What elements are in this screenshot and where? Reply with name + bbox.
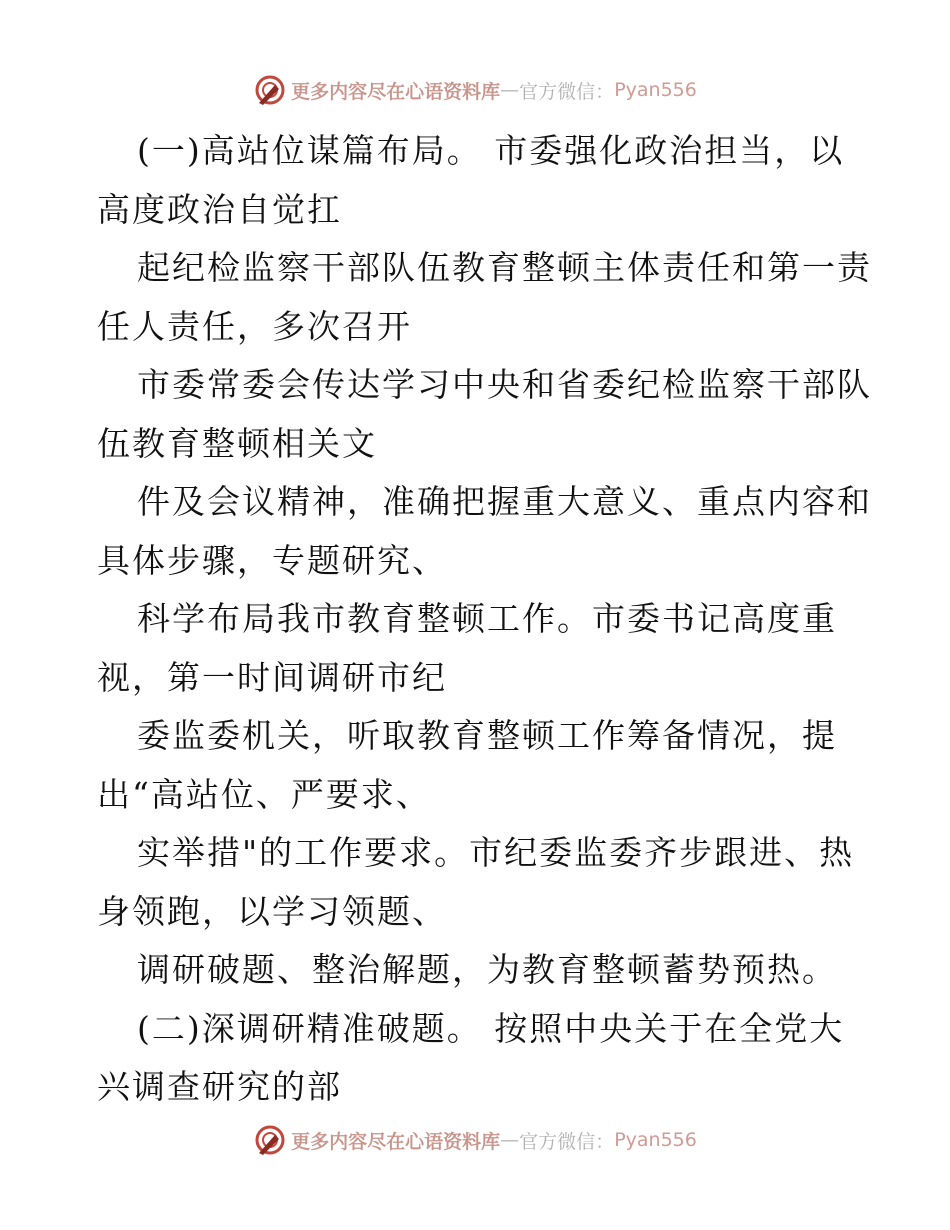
watermark-dash: —: [500, 79, 520, 101]
watermark-dash: —: [500, 1129, 520, 1151]
watermark-official: 官方微信：: [519, 1130, 615, 1153]
watermark-brand: 更多内容尽在心语资料库: [291, 80, 501, 103]
paragraph2-heading-line: (二)深调研精准破题。 按照中央关于在全党大: [137, 1008, 845, 1048]
paragraph1-line: 委监委机关，听取教育整顿工作筹备情况，提: [137, 716, 837, 755]
document-body: [0, 122, 950, 1117]
watermark-header: [0, 70, 950, 110]
watermark-footer: [0, 1120, 950, 1160]
paragraph1-line: 视，第一时间调研市纪: [97, 657, 447, 697]
paragraph1-line: 出“高站位、严要求、: [97, 774, 431, 814]
paragraph1-line: 身领跑，以学习领题、: [97, 891, 447, 931]
seal-pen-logo-icon: [253, 1123, 287, 1157]
watermark-official: 官方微信：: [519, 80, 615, 103]
paragraph1-line: 件及会议精神，准确把握重大意义、重点内容和: [137, 482, 872, 521]
paragraph1-line: 起纪检监察干部队伍教育整顿主体责任和第一责: [137, 248, 872, 287]
paragraph1-line: 伍教育整顿相关文: [97, 423, 377, 463]
watermark-wechat-id: Pyan556: [614, 1129, 697, 1151]
paragraph1-line: 市委常委会传达学习中央和省委纪检监察干部队: [137, 365, 872, 404]
paragraph1-line: 调研破题、整治解题，为教育整顿蓄势预热。: [137, 950, 837, 989]
paragraph1-heading-line: (一)高站位谋篇布局。 市委强化政治担当，以: [137, 131, 845, 170]
paragraph2-line: 兴调查研究的部: [97, 1067, 342, 1106]
watermark-wechat-id: Pyan556: [614, 79, 697, 101]
paragraph1-line: 具体步骤，专题研究、: [97, 540, 447, 580]
paragraph1-line: 实举措"的工作要求。市纪委监委齐步跟进、热: [137, 833, 855, 872]
paragraph1-line: 科学布局我市教育整顿工作。市委书记高度重: [137, 599, 837, 638]
watermark-brand: 更多内容尽在心语资料库: [291, 1130, 501, 1153]
seal-pen-logo-icon: [253, 73, 287, 107]
paragraph1-line: 任人责任，多次召开: [97, 306, 412, 346]
paragraph1-line: 高度政治自觉扛: [97, 189, 342, 229]
